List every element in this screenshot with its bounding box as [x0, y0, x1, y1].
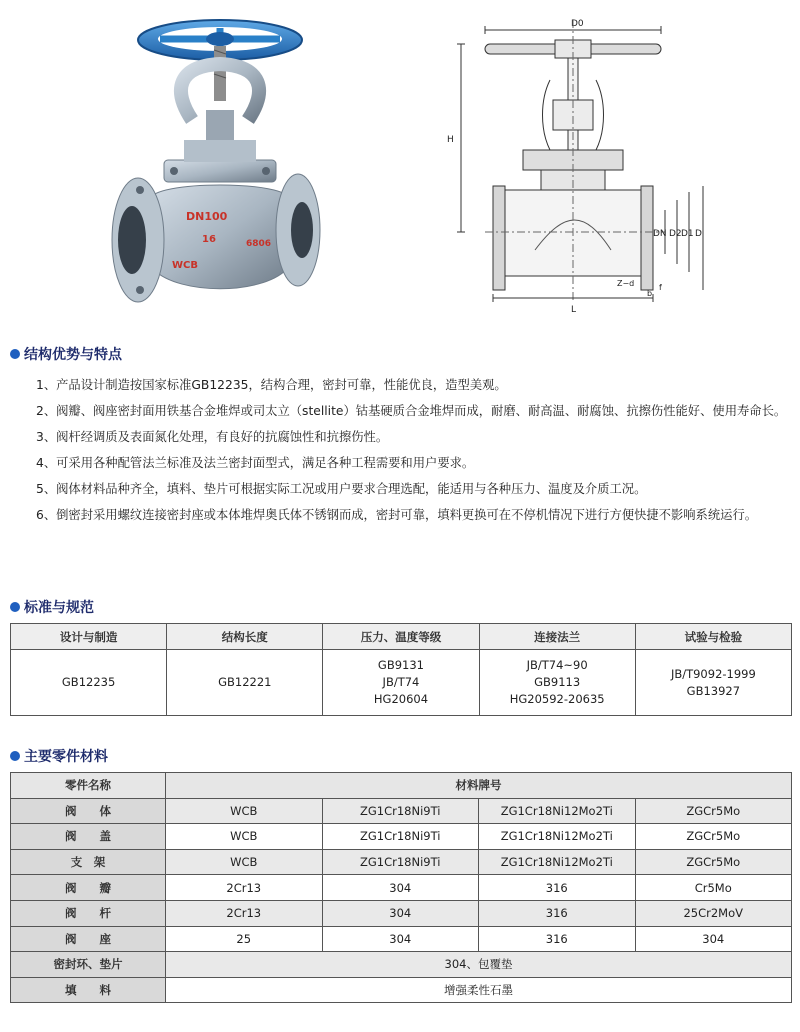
material-cell: 304、包覆垫 — [166, 952, 792, 978]
part-name-cell: 阀 座 — [11, 926, 166, 952]
valve-photo — [110, 10, 410, 310]
feature-item: 2、阀瓣、阀座密封面用铁基合金堆焊或司太立（stellite）钴基硬质合金堆焊而成，耐磨、耐高温、耐腐蚀、抗擦伤性能好、使用寿命长。 — [36, 404, 787, 418]
material-cell: Cr5Mo — [635, 875, 792, 901]
material-cell: ZGCr5Mo — [635, 798, 792, 824]
table-row — [11, 798, 792, 824]
table-cell — [11, 650, 167, 716]
material-cell: 2Cr13 — [166, 875, 323, 901]
table-row — [11, 650, 792, 716]
material-cell: 316 — [479, 875, 636, 901]
body-marking-material: WCB — [172, 260, 198, 271]
dim-label-d2: D2 — [669, 229, 682, 239]
table-cell — [479, 650, 635, 716]
materials-table — [10, 772, 792, 1003]
table-header-cell: 结构长度 — [167, 624, 323, 650]
table-row — [11, 824, 792, 850]
table-row — [11, 900, 792, 926]
material-cell: ZG1Cr18Ni12Mo2Ti — [479, 849, 636, 875]
material-cell: 25 — [166, 926, 323, 952]
part-name-cell: 阀 盖 — [11, 824, 166, 850]
material-cell: 2Cr13 — [166, 900, 323, 926]
body-marking-pn: 16 — [202, 234, 216, 245]
material-cell: 304 — [635, 926, 792, 952]
body-marking-serial: 6806 — [246, 239, 272, 249]
feature-item: 3、阀杆经调质及表面氮化处理，有良好的抗腐蚀性和抗擦伤性。 — [36, 430, 389, 444]
table-row — [11, 926, 792, 952]
valve-dimension-drawing — [425, 0, 725, 318]
standards-heading — [10, 597, 94, 617]
table-cell — [323, 650, 479, 716]
standards-title: 标准与规范 — [24, 600, 94, 616]
part-name-cell: 支 架 — [11, 849, 166, 875]
table-header-row — [11, 773, 792, 799]
material-cell: 增强柔性石墨 — [166, 977, 792, 1003]
cell-line: GB9131 — [377, 658, 424, 672]
part-name-cell: 密封环、垫片 — [11, 952, 166, 978]
feature-item: 4、可采用各种配管法兰标准及法兰密封面型式，满足各种工程需要和用户要求。 — [36, 456, 475, 470]
cell-line: GB12235 — [61, 675, 116, 689]
cell-line: GB13927 — [686, 683, 741, 698]
table-row — [11, 849, 792, 875]
feature-item: 6、倒密封采用螺纹连接密封座或本体堆焊奥氏体不锈钢而成，密封可靠，填料更换可在不停机情况下进行方便快捷不影响系统运行。 — [36, 508, 758, 522]
table-cell — [167, 650, 323, 716]
cell-line: HG20592-20635 — [509, 692, 605, 706]
material-cell: ZG1Cr18Ni9Ti — [322, 849, 479, 875]
dim-label-z-d: Z−d — [617, 279, 635, 288]
cell-line: JB/T74~90 — [526, 658, 588, 672]
table-row — [11, 952, 792, 978]
dim-label-h: H — [447, 135, 454, 145]
material-cell: 304 — [322, 875, 479, 901]
dim-label-d1: D1 — [681, 229, 694, 239]
materials-title: 主要零件材料 — [24, 749, 108, 765]
cell-line: JB/T9092-1999 — [670, 666, 756, 681]
part-name-cell: 阀 瓣 — [11, 875, 166, 901]
features-list — [10, 372, 792, 528]
material-cell: ZG1Cr18Ni9Ti — [322, 824, 479, 850]
cell-line: GB12221 — [218, 675, 272, 689]
table-header-cell: 设计与制造 — [11, 624, 167, 650]
material-cell: WCB — [166, 849, 323, 875]
dim-label-b: b — [647, 289, 653, 298]
material-cell: ZGCr5Mo — [635, 849, 792, 875]
bullet-dot-icon — [10, 602, 20, 612]
material-cell: 25Cr2MoV — [635, 900, 792, 926]
material-cell: WCB — [166, 798, 323, 824]
material-cell: 304 — [322, 900, 479, 926]
table-row — [11, 875, 792, 901]
material-cell: ZGCr5Mo — [635, 824, 792, 850]
table-header-cell: 试验与检验 — [635, 624, 791, 650]
dim-label-l: L — [571, 305, 577, 315]
material-cell: ZG1Cr18Ni12Mo2Ti — [479, 798, 636, 824]
dim-label-dn: DN — [653, 229, 667, 239]
dim-label-d0: D0 — [571, 19, 584, 29]
material-cell: ZG1Cr18Ni9Ti — [322, 798, 479, 824]
cell-line: HG20604 — [373, 692, 429, 706]
table-cell — [635, 650, 791, 716]
cell-line: JB/T74 — [382, 675, 420, 689]
part-name-cell: 阀 杆 — [11, 900, 166, 926]
table-header-cell: 材料牌号 — [166, 773, 792, 799]
cell-line: GB9113 — [534, 675, 581, 689]
dim-label-f: f — [659, 283, 662, 292]
table-header-cell: 连接法兰 — [479, 624, 635, 650]
part-name-cell: 填 料 — [11, 977, 166, 1003]
feature-item: 5、阀体材料品种齐全，填料、垫片可根据实际工况或用户要求合理选配，能适用与各种压力、温度及介质工况。 — [36, 482, 647, 496]
material-cell: 316 — [479, 926, 636, 952]
table-header-cell: 压力、温度等级 — [323, 624, 479, 650]
material-cell: 316 — [479, 900, 636, 926]
table-header-cell: 零件名称 — [11, 773, 166, 799]
materials-heading — [10, 746, 108, 766]
dim-label-d: D — [695, 229, 702, 239]
part-name-cell: 阀 体 — [11, 798, 166, 824]
table-header-row — [11, 624, 792, 650]
product-figure — [0, 0, 800, 330]
feature-item: 1、产品设计制造按国家标准GB12235，结构合理，密封可靠，性能优良，造型美观。 — [36, 378, 507, 392]
bullet-dot-icon — [10, 751, 20, 761]
features-heading — [10, 344, 122, 364]
material-cell: WCB — [166, 824, 323, 850]
material-cell: ZG1Cr18Ni12Mo2Ti — [479, 824, 636, 850]
features-title: 结构优势与特点 — [24, 347, 122, 363]
bullet-dot-icon — [10, 349, 20, 359]
body-marking-dn: DN100 — [186, 210, 228, 223]
standards-table — [10, 623, 792, 716]
material-cell: 304 — [322, 926, 479, 952]
table-row — [11, 977, 792, 1003]
